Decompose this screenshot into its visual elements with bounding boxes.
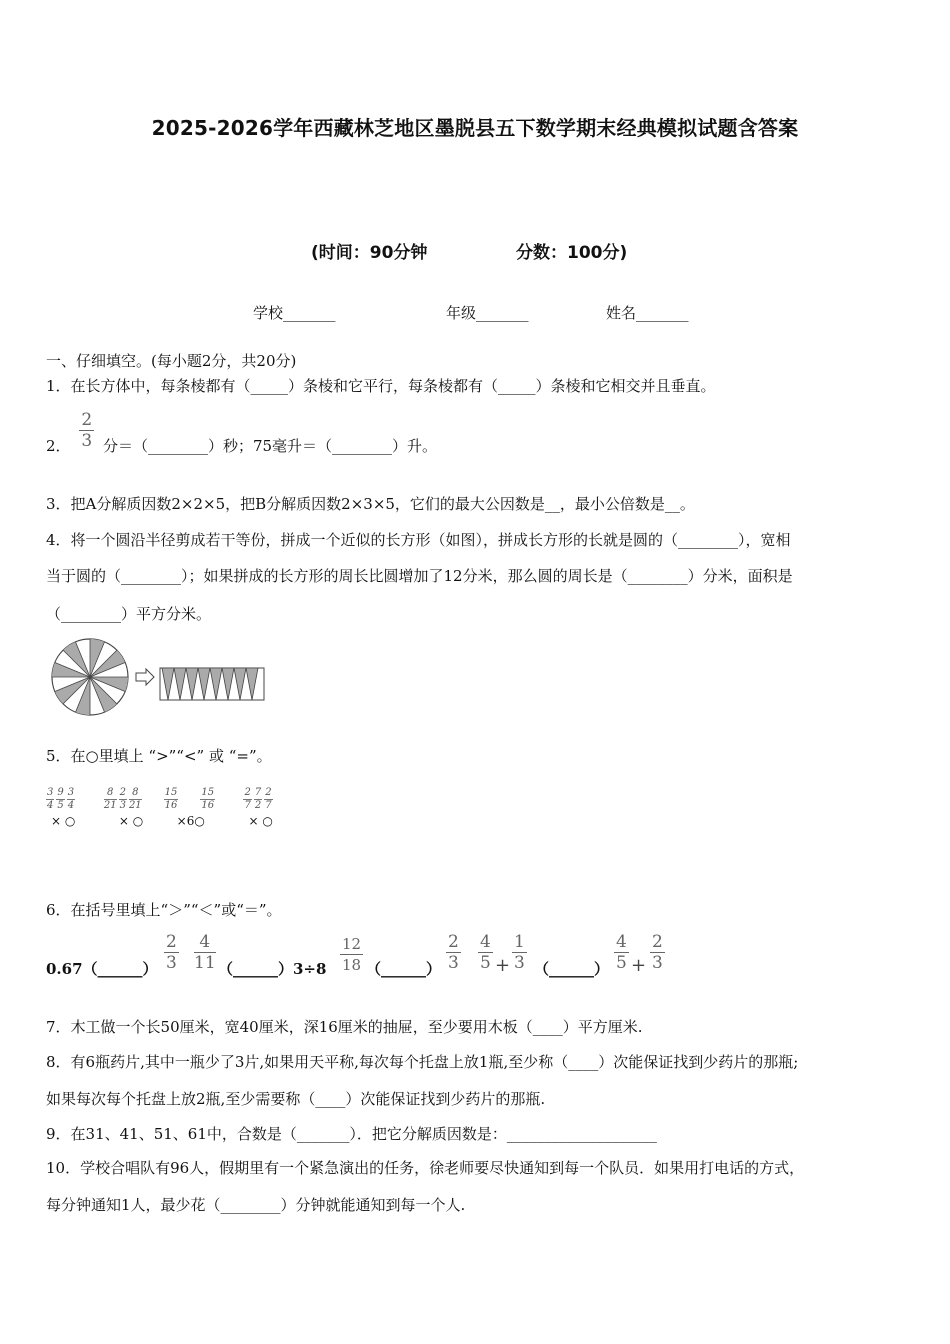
frac-numerator: 2	[119, 787, 126, 798]
fraction	[164, 932, 179, 973]
frac-denominator: 18	[342, 956, 362, 974]
compare-item-4	[242, 787, 296, 828]
fraction	[512, 932, 527, 973]
fraction	[56, 787, 64, 812]
q6-item-2: （______）3÷8	[218, 960, 327, 978]
compare-op: × ○	[118, 814, 144, 828]
frac-numerator: 2	[265, 787, 272, 798]
name-field: 姓名_______	[606, 304, 689, 322]
exam-score: 分数：100分)	[516, 243, 628, 263]
frac-numerator: 7	[254, 787, 262, 798]
fraction	[478, 932, 493, 973]
frac-numerator: 8	[104, 787, 117, 800]
frac-numerator: 2	[166, 932, 177, 952]
sectored-circle	[52, 639, 128, 715]
frac-denominator: 3	[652, 953, 663, 973]
frac-numerator: 2	[448, 932, 459, 952]
compare-op: ×6○	[176, 814, 205, 828]
compare-item-3	[163, 787, 239, 828]
plus-sign: +	[631, 955, 647, 976]
approx-rectangle	[160, 668, 264, 700]
frac-numerator: 2	[81, 410, 93, 430]
grade-field: 年级_______	[446, 304, 529, 322]
frac-denominator: 4	[47, 800, 54, 811]
frac-numerator: 4	[616, 932, 627, 952]
frac-denominator: 7	[265, 800, 272, 811]
question-7: 7．木工做一个长50厘米，宽40厘米，深16厘米的抽屉，至少要用木板（____）平方厘米.	[46, 1018, 643, 1036]
fraction	[104, 787, 117, 812]
frac-denominator: 3	[514, 953, 525, 973]
fraction	[194, 932, 216, 973]
frac-denominator: 11	[194, 953, 216, 973]
question-4-line3: （________）平方分米。	[46, 605, 212, 623]
frac-numerator: 8	[129, 787, 142, 800]
frac-numerator: 15	[164, 787, 178, 798]
frac-denominator: 3	[119, 800, 126, 811]
question-5: 5．在○里填上 “>”“<” 或 “=”。	[46, 747, 272, 765]
question-5-items	[45, 787, 296, 828]
frac-numerator: 15	[201, 787, 215, 798]
fraction	[67, 787, 75, 812]
fraction	[254, 787, 262, 812]
question-9: 9．在31、41、51、61中，合数是（_______）．把它分解质因数是：____________________	[46, 1125, 657, 1143]
question-8-line1: 8．有6瓶药片,其中一瓶少了3片,如果用天平称,每次每个托盘上放1瓶,至少称（____）次能保证找到少药片的那瓶;	[46, 1053, 799, 1071]
frac-numerator: 12	[342, 935, 362, 953]
frac-denominator: 3	[81, 431, 93, 451]
question-4-line2: 当于圆的（________）；如果拼成的长方形的周长比圆增加了12分米，那么圆的周长是（________）分米，面积是	[46, 567, 793, 585]
fraction	[614, 932, 629, 973]
frac-denominator: 21	[128, 800, 142, 811]
frac-numerator: 4	[194, 932, 216, 953]
compare-item-1	[45, 787, 99, 828]
fraction	[650, 932, 665, 973]
compare-op: × ○	[51, 814, 76, 828]
arrow-icon	[136, 669, 154, 685]
frac-denominator: 5	[616, 953, 627, 973]
frac-numerator: 2	[244, 787, 251, 798]
fraction	[119, 787, 127, 812]
compare-item-2	[103, 787, 159, 828]
fraction	[129, 787, 142, 812]
fraction	[200, 787, 215, 812]
frac-denominator: 5	[57, 800, 64, 811]
frac-numerator: 4	[480, 932, 491, 952]
fraction	[243, 787, 251, 812]
fraction	[446, 932, 461, 973]
frac-denominator: 16	[164, 800, 178, 811]
question-3: 3．把A分解质因数2×2×5，把B分解质因数2×3×5，它们的最大公因数是__，最小公倍数是__。	[46, 495, 695, 513]
q6-item-3-blank: （______）	[366, 960, 442, 978]
frac-denominator: 2	[254, 800, 262, 811]
question-10-line2: 每分钟通知1人，最少花（________）分钟就能通知到每一个人.	[46, 1196, 466, 1214]
plus-sign: +	[495, 955, 511, 976]
fraction	[340, 934, 363, 975]
circle-to-rectangle-figure	[48, 638, 268, 716]
question-2-fraction	[79, 410, 94, 451]
frac-denominator: 5	[480, 953, 491, 973]
question-2	[46, 410, 437, 456]
page-title: 2025-2026学年西藏林芝地区墨脱县五下数学期末经典模拟试题含答案	[151, 116, 799, 140]
frac-denominator: 3	[448, 953, 459, 973]
question-2-text: 分＝（________）秒；75毫升＝（________）升。	[102, 437, 438, 455]
frac-denominator: 16	[201, 800, 215, 811]
frac-denominator: 4	[67, 800, 75, 811]
q6-item-4-blank: （______）	[534, 960, 610, 978]
frac-numerator: 2	[652, 932, 663, 952]
frac-denominator: 3	[166, 953, 177, 973]
frac-denominator: 7	[244, 800, 251, 811]
exam-time: (时间：90分钟	[311, 243, 428, 263]
compare-op: × ○	[248, 814, 273, 828]
fraction	[164, 787, 179, 812]
frac-numerator: 3	[67, 787, 75, 798]
frac-numerator: 1	[514, 932, 525, 952]
section-heading: 一、仔细填空。(每小题2分，共20分)	[46, 352, 297, 370]
frac-numerator: 9	[57, 787, 64, 798]
question-2-number: 2．	[46, 437, 71, 455]
fraction	[264, 787, 272, 812]
question-4-line1: 4．将一个圆沿半径剪成若干等份，拼成一个近似的长方形（如图），拼成长方形的长就是圆的（________），宽相	[46, 531, 791, 549]
question-1: 1．在长方体中，每条棱都有（_____）条棱和它平行，每条棱都有（_____）条棱和它相交并且垂直。	[46, 377, 716, 395]
school-field: 学校_______	[253, 304, 336, 322]
question-10-line1: 10．学校合唱队有96人，假期里有一个紧急演出的任务，徐老师要尽快通知到每一个队员．如果用打电话的方式，	[46, 1159, 805, 1177]
question-8-line2: 如果每次每个托盘上放2瓶,至少需要称（____）次能保证找到少药片的那瓶.	[46, 1090, 546, 1108]
fraction	[46, 787, 54, 812]
frac-numerator: 3	[47, 787, 54, 798]
q6-item-1-prefix: 0.67（______）	[46, 960, 158, 978]
question-6: 6．在括号里填上“＞”“＜”或“＝”。	[46, 901, 282, 919]
frac-denominator: 21	[103, 800, 117, 811]
